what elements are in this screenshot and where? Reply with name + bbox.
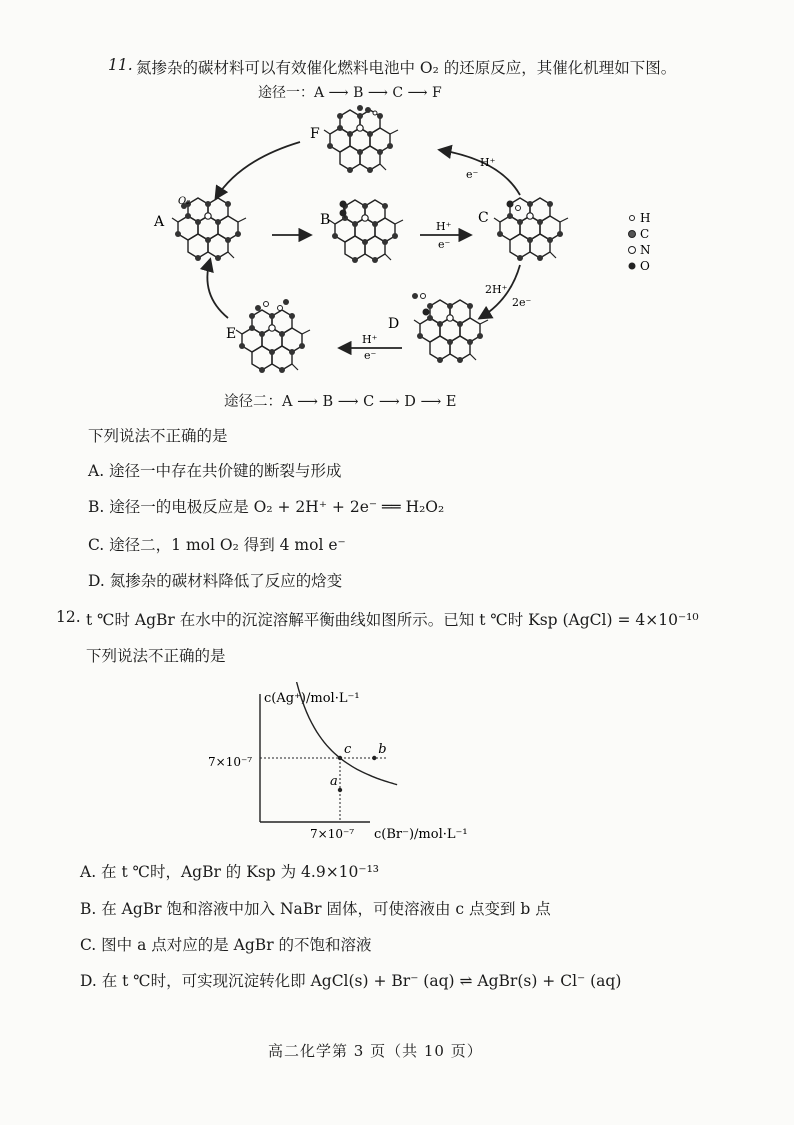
svg-text:H: H — [640, 211, 651, 225]
q12-number: 12. — [56, 608, 81, 626]
svg-text:H⁺: H⁺ — [480, 156, 496, 169]
svg-text:2H⁺: 2H⁺ — [485, 283, 508, 296]
q11-option-b: B. 途径一的电极反应是 O₂ + 2H⁺ + 2e⁻ ══ H₂O₂ — [88, 498, 445, 516]
ksp-chart — [200, 682, 500, 852]
point-a — [338, 788, 342, 792]
svg-text:H⁺: H⁺ — [362, 333, 378, 346]
svg-text:H⁺: H⁺ — [436, 220, 452, 233]
point-label-b: b — [378, 742, 387, 757]
page-footer: 高二化学第 3 页（共 10 页） — [268, 1042, 483, 1060]
q12-stem: t ℃时 AgBr 在水中的沉淀溶解平衡曲线如图所示。已知 t ℃时 Ksp (AgCl) = 4×10⁻¹⁰ — [86, 611, 699, 629]
label-c: C — [478, 210, 489, 226]
y-tick-label: 7×10⁻⁷ — [208, 755, 253, 769]
q12-option-d: D. 在 t ℃时，可实现沉淀转化即 AgCl(s) + Br⁻ (aq) ⇌ AgBr(s) + Cl⁻ (aq) — [80, 972, 622, 990]
q11-option-a: A. 途径一中存在共价键的断裂与形成 — [88, 462, 342, 480]
point-b — [372, 756, 376, 760]
svg-text:N: N — [640, 243, 651, 257]
svg-text:C: C — [640, 227, 650, 241]
label-f: F — [310, 126, 320, 142]
x-tick-label: 7×10⁻⁷ — [310, 827, 355, 841]
label-d: D — [388, 316, 400, 332]
svg-text:e⁻: e⁻ — [364, 349, 377, 362]
molecule-f — [324, 110, 398, 173]
molecule-c — [494, 198, 568, 261]
label-a: A — [154, 214, 165, 230]
point-c — [338, 756, 342, 760]
legend — [629, 211, 651, 273]
q11-option-c: C. 途径二，1 mol O₂ 得到 4 mol e⁻ — [88, 536, 346, 554]
svg-text:e⁻: e⁻ — [438, 238, 451, 251]
svg-text:2e⁻: 2e⁻ — [512, 296, 532, 309]
point-label-a: a — [330, 774, 338, 789]
x-axis-label: c(Br⁻)/mol·L⁻¹ — [374, 827, 468, 842]
q11-stem: 氮掺杂的碳材料可以有效催化燃料电池中 O₂ 的还原反应，其催化机理如下图。 — [136, 59, 677, 77]
q11-path2: 途径二：A ⟶ B ⟶ C ⟶ D ⟶ E — [224, 394, 457, 410]
q11-option-d: D. 氮掺杂的碳材料降低了反应的焓变 — [88, 572, 343, 590]
label-b: B — [320, 212, 331, 228]
label-o2: O₂ — [178, 196, 191, 207]
arrow-e-a — [207, 260, 228, 318]
q11-number: 11. — [108, 56, 133, 74]
q12-prompt: 下列说法不正确的是 — [86, 647, 226, 665]
y-axis-label: c(Ag⁺)/mol·L⁻¹ — [264, 691, 360, 706]
label-e: E — [226, 326, 237, 342]
arrow-f-a — [216, 142, 300, 198]
point-label-c: c — [344, 742, 352, 757]
q11-path1: 途径一：A ⟶ B ⟶ C ⟶ F — [258, 85, 442, 101]
q11-prompt: 下列说法不正确的是 — [88, 427, 228, 445]
svg-text:e⁻: e⁻ — [466, 168, 479, 181]
q12-option-c: C. 图中 a 点对应的是 AgBr 的不饱和溶液 — [80, 936, 372, 954]
q12-option-a: A. 在 t ℃时，AgBr 的 Ksp 为 4.9×10⁻¹³ — [80, 863, 380, 881]
svg-text:O: O — [640, 259, 650, 273]
q12-option-b: B. 在 AgBr 饱和溶液中加入 NaBr 固体，可使溶液由 c 点变到 b 点 — [80, 900, 551, 918]
molecule-e — [236, 310, 310, 373]
molecule-b — [329, 200, 403, 263]
mechanism-diagram — [140, 100, 660, 400]
